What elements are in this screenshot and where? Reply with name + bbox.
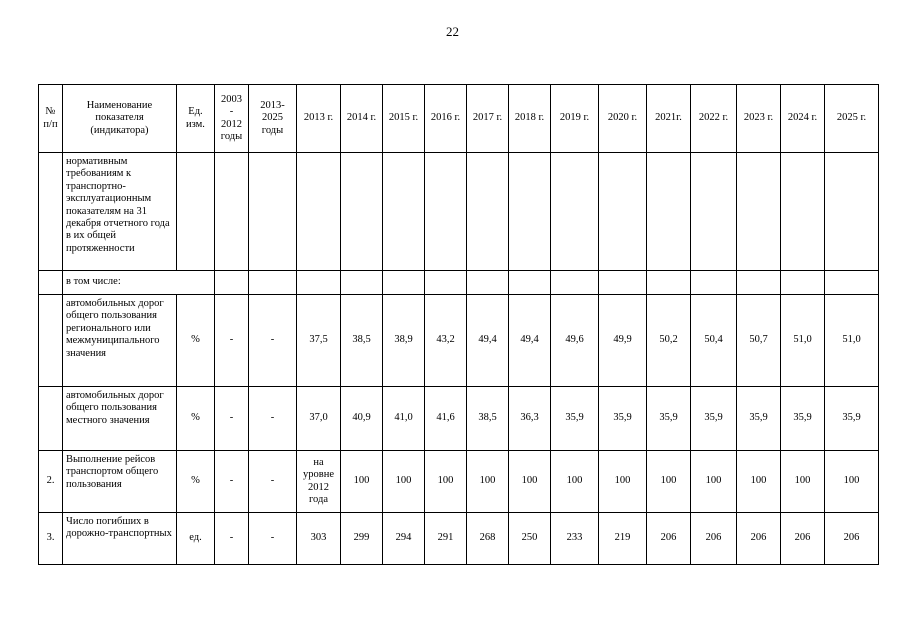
header-row xyxy=(39,85,879,153)
value-cell xyxy=(249,271,297,295)
header-year: 2023 г. xyxy=(737,85,781,153)
value-cell: 100 xyxy=(341,451,383,513)
value-cell xyxy=(599,271,647,295)
value-cell: 38,5 xyxy=(467,387,509,451)
header-year: 2014 г. xyxy=(341,85,383,153)
value-cell: 49,6 xyxy=(551,295,599,387)
value-cell: 38,5 xyxy=(341,295,383,387)
indicator-name: нормативным требованиям к транспортно-эксплуатационным показателям на 31 декабря отчетного года в их общей протяженности xyxy=(63,153,177,271)
value-cell xyxy=(467,271,509,295)
value-cell xyxy=(297,153,341,271)
header-year: 2015 г. xyxy=(383,85,425,153)
value-cell-first xyxy=(297,451,341,513)
value-cell: 35,9 xyxy=(647,387,691,451)
value-cell: 291 xyxy=(425,513,467,565)
value-cell: 50,4 xyxy=(691,295,737,387)
value-cell: 35,9 xyxy=(691,387,737,451)
value-cell: 37,5 xyxy=(297,295,341,387)
header-p2-line: 2025 xyxy=(262,112,283,124)
first-line: года xyxy=(309,493,328,505)
value-cell: 38,9 xyxy=(383,295,425,387)
value-cell xyxy=(341,271,383,295)
unit-cell xyxy=(177,153,215,271)
header-year: 2013 г. xyxy=(297,85,341,153)
header-year: 2021г. xyxy=(647,85,691,153)
value-cell: 35,9 xyxy=(599,387,647,451)
value-cell: 49,9 xyxy=(599,295,647,387)
period-cell: - xyxy=(215,387,249,451)
value-cell: 51,0 xyxy=(825,295,879,387)
value-cell: 36,3 xyxy=(509,387,551,451)
value-cell: 268 xyxy=(467,513,509,565)
unit-cell: % xyxy=(177,295,215,387)
first-line: на xyxy=(313,456,324,468)
table-row xyxy=(39,153,879,271)
value-cell: 49,4 xyxy=(509,295,551,387)
period-cell: - xyxy=(249,387,297,451)
table-row xyxy=(39,387,879,451)
value-cell: 206 xyxy=(647,513,691,565)
value-cell xyxy=(341,153,383,271)
value-cell xyxy=(825,153,879,271)
value-cell: 100 xyxy=(599,451,647,513)
value-cell xyxy=(781,153,825,271)
value-cell: 100 xyxy=(425,451,467,513)
value-cell: 100 xyxy=(509,451,551,513)
value-cell xyxy=(467,153,509,271)
value-cell: 100 xyxy=(691,451,737,513)
value-cell: 206 xyxy=(781,513,825,565)
unit-cell: ед. xyxy=(177,513,215,565)
value-cell xyxy=(691,153,737,271)
indicator-name: автомобильных дорог общего пользования регионального или межмуниципального значения xyxy=(63,295,177,387)
value-cell: 233 xyxy=(551,513,599,565)
value-cell: 35,9 xyxy=(781,387,825,451)
header-p1-line: 2003 xyxy=(221,93,242,105)
value-cell: 100 xyxy=(551,451,599,513)
indicator-name: автомобильных дорог общего пользования местного значения xyxy=(63,387,177,451)
period-cell: - xyxy=(249,451,297,513)
indicator-name: Выполнение рейсов транспортом общего пользования xyxy=(63,451,177,513)
value-cell: 41,0 xyxy=(383,387,425,451)
header-period-2013-2025 xyxy=(249,85,297,153)
num-cell: 2. xyxy=(39,451,63,513)
value-cell: 50,7 xyxy=(737,295,781,387)
num-cell xyxy=(39,295,63,387)
value-cell xyxy=(599,153,647,271)
value-cell xyxy=(249,153,297,271)
value-cell xyxy=(383,153,425,271)
value-cell: 43,2 xyxy=(425,295,467,387)
value-cell xyxy=(781,271,825,295)
header-p2-line: 2013- xyxy=(260,99,285,111)
unit-cell: % xyxy=(177,451,215,513)
period-cell: - xyxy=(215,513,249,565)
header-year: 2016 г. xyxy=(425,85,467,153)
value-cell xyxy=(425,153,467,271)
value-cell xyxy=(825,271,879,295)
period-cell: - xyxy=(249,295,297,387)
first-line: 2012 xyxy=(308,481,329,493)
value-cell xyxy=(551,153,599,271)
period-cell: - xyxy=(215,451,249,513)
value-cell: 100 xyxy=(647,451,691,513)
value-cell xyxy=(215,271,249,295)
header-p1-line: - xyxy=(229,106,234,118)
header-year: 2019 г. xyxy=(551,85,599,153)
header-p2-line: годы xyxy=(261,124,284,136)
table-row xyxy=(39,451,879,513)
value-cell: 250 xyxy=(509,513,551,565)
header-unit: Ед. изм. xyxy=(177,85,215,153)
num-cell xyxy=(39,387,63,451)
value-cell: 41,6 xyxy=(425,387,467,451)
value-cell: 35,9 xyxy=(825,387,879,451)
value-cell: 294 xyxy=(383,513,425,565)
period-cell: - xyxy=(215,295,249,387)
indicator-table xyxy=(38,84,879,565)
header-p1-line: годы xyxy=(220,130,243,142)
num-cell xyxy=(39,271,63,295)
header-num: № п/п xyxy=(39,85,63,153)
value-cell: 100 xyxy=(781,451,825,513)
table-row xyxy=(39,295,879,387)
header-year: 2018 г. xyxy=(509,85,551,153)
value-cell xyxy=(691,271,737,295)
section-fill xyxy=(177,271,215,295)
first-line: уровне xyxy=(303,469,334,481)
value-cell: 206 xyxy=(737,513,781,565)
value-cell: 100 xyxy=(467,451,509,513)
value-cell xyxy=(425,271,467,295)
value-cell xyxy=(647,153,691,271)
value-cell: 206 xyxy=(691,513,737,565)
value-cell xyxy=(551,271,599,295)
value-cell xyxy=(509,271,551,295)
value-cell: 35,9 xyxy=(737,387,781,451)
header-name: Наименование показателя (индикатора) xyxy=(63,85,177,153)
num-cell xyxy=(39,153,63,271)
section-label: в том числе: xyxy=(63,271,177,295)
value-cell xyxy=(509,153,551,271)
unit-cell: % xyxy=(177,387,215,451)
value-cell: 206 xyxy=(825,513,879,565)
table-row xyxy=(39,513,879,565)
value-cell: 35,9 xyxy=(551,387,599,451)
header-year: 2024 г. xyxy=(781,85,825,153)
header-year: 2025 г. xyxy=(825,85,879,153)
num-cell: 3. xyxy=(39,513,63,565)
value-cell: 219 xyxy=(599,513,647,565)
page-number: 22 xyxy=(446,24,459,39)
value-cell: 40,9 xyxy=(341,387,383,451)
value-cell: 100 xyxy=(383,451,425,513)
value-cell xyxy=(647,271,691,295)
value-cell xyxy=(215,153,249,271)
header-year: 2022 г. xyxy=(691,85,737,153)
header-year: 2017 г. xyxy=(467,85,509,153)
header-period-2003-2012 xyxy=(215,85,249,153)
header-p1-line: 2012 xyxy=(221,118,242,130)
value-cell: 50,2 xyxy=(647,295,691,387)
value-cell: 299 xyxy=(341,513,383,565)
value-cell: 49,4 xyxy=(467,295,509,387)
value-cell xyxy=(737,153,781,271)
indicator-name: Число погибших в дорожно-транспортных xyxy=(63,513,177,565)
period-cell: - xyxy=(249,513,297,565)
value-cell: 303 xyxy=(297,513,341,565)
value-cell: 100 xyxy=(825,451,879,513)
header-year: 2020 г. xyxy=(599,85,647,153)
value-cell: 51,0 xyxy=(781,295,825,387)
value-cell xyxy=(383,271,425,295)
value-cell: 100 xyxy=(737,451,781,513)
value-cell xyxy=(737,271,781,295)
value-cell xyxy=(297,271,341,295)
table-row xyxy=(39,271,879,295)
value-cell: 37,0 xyxy=(297,387,341,451)
